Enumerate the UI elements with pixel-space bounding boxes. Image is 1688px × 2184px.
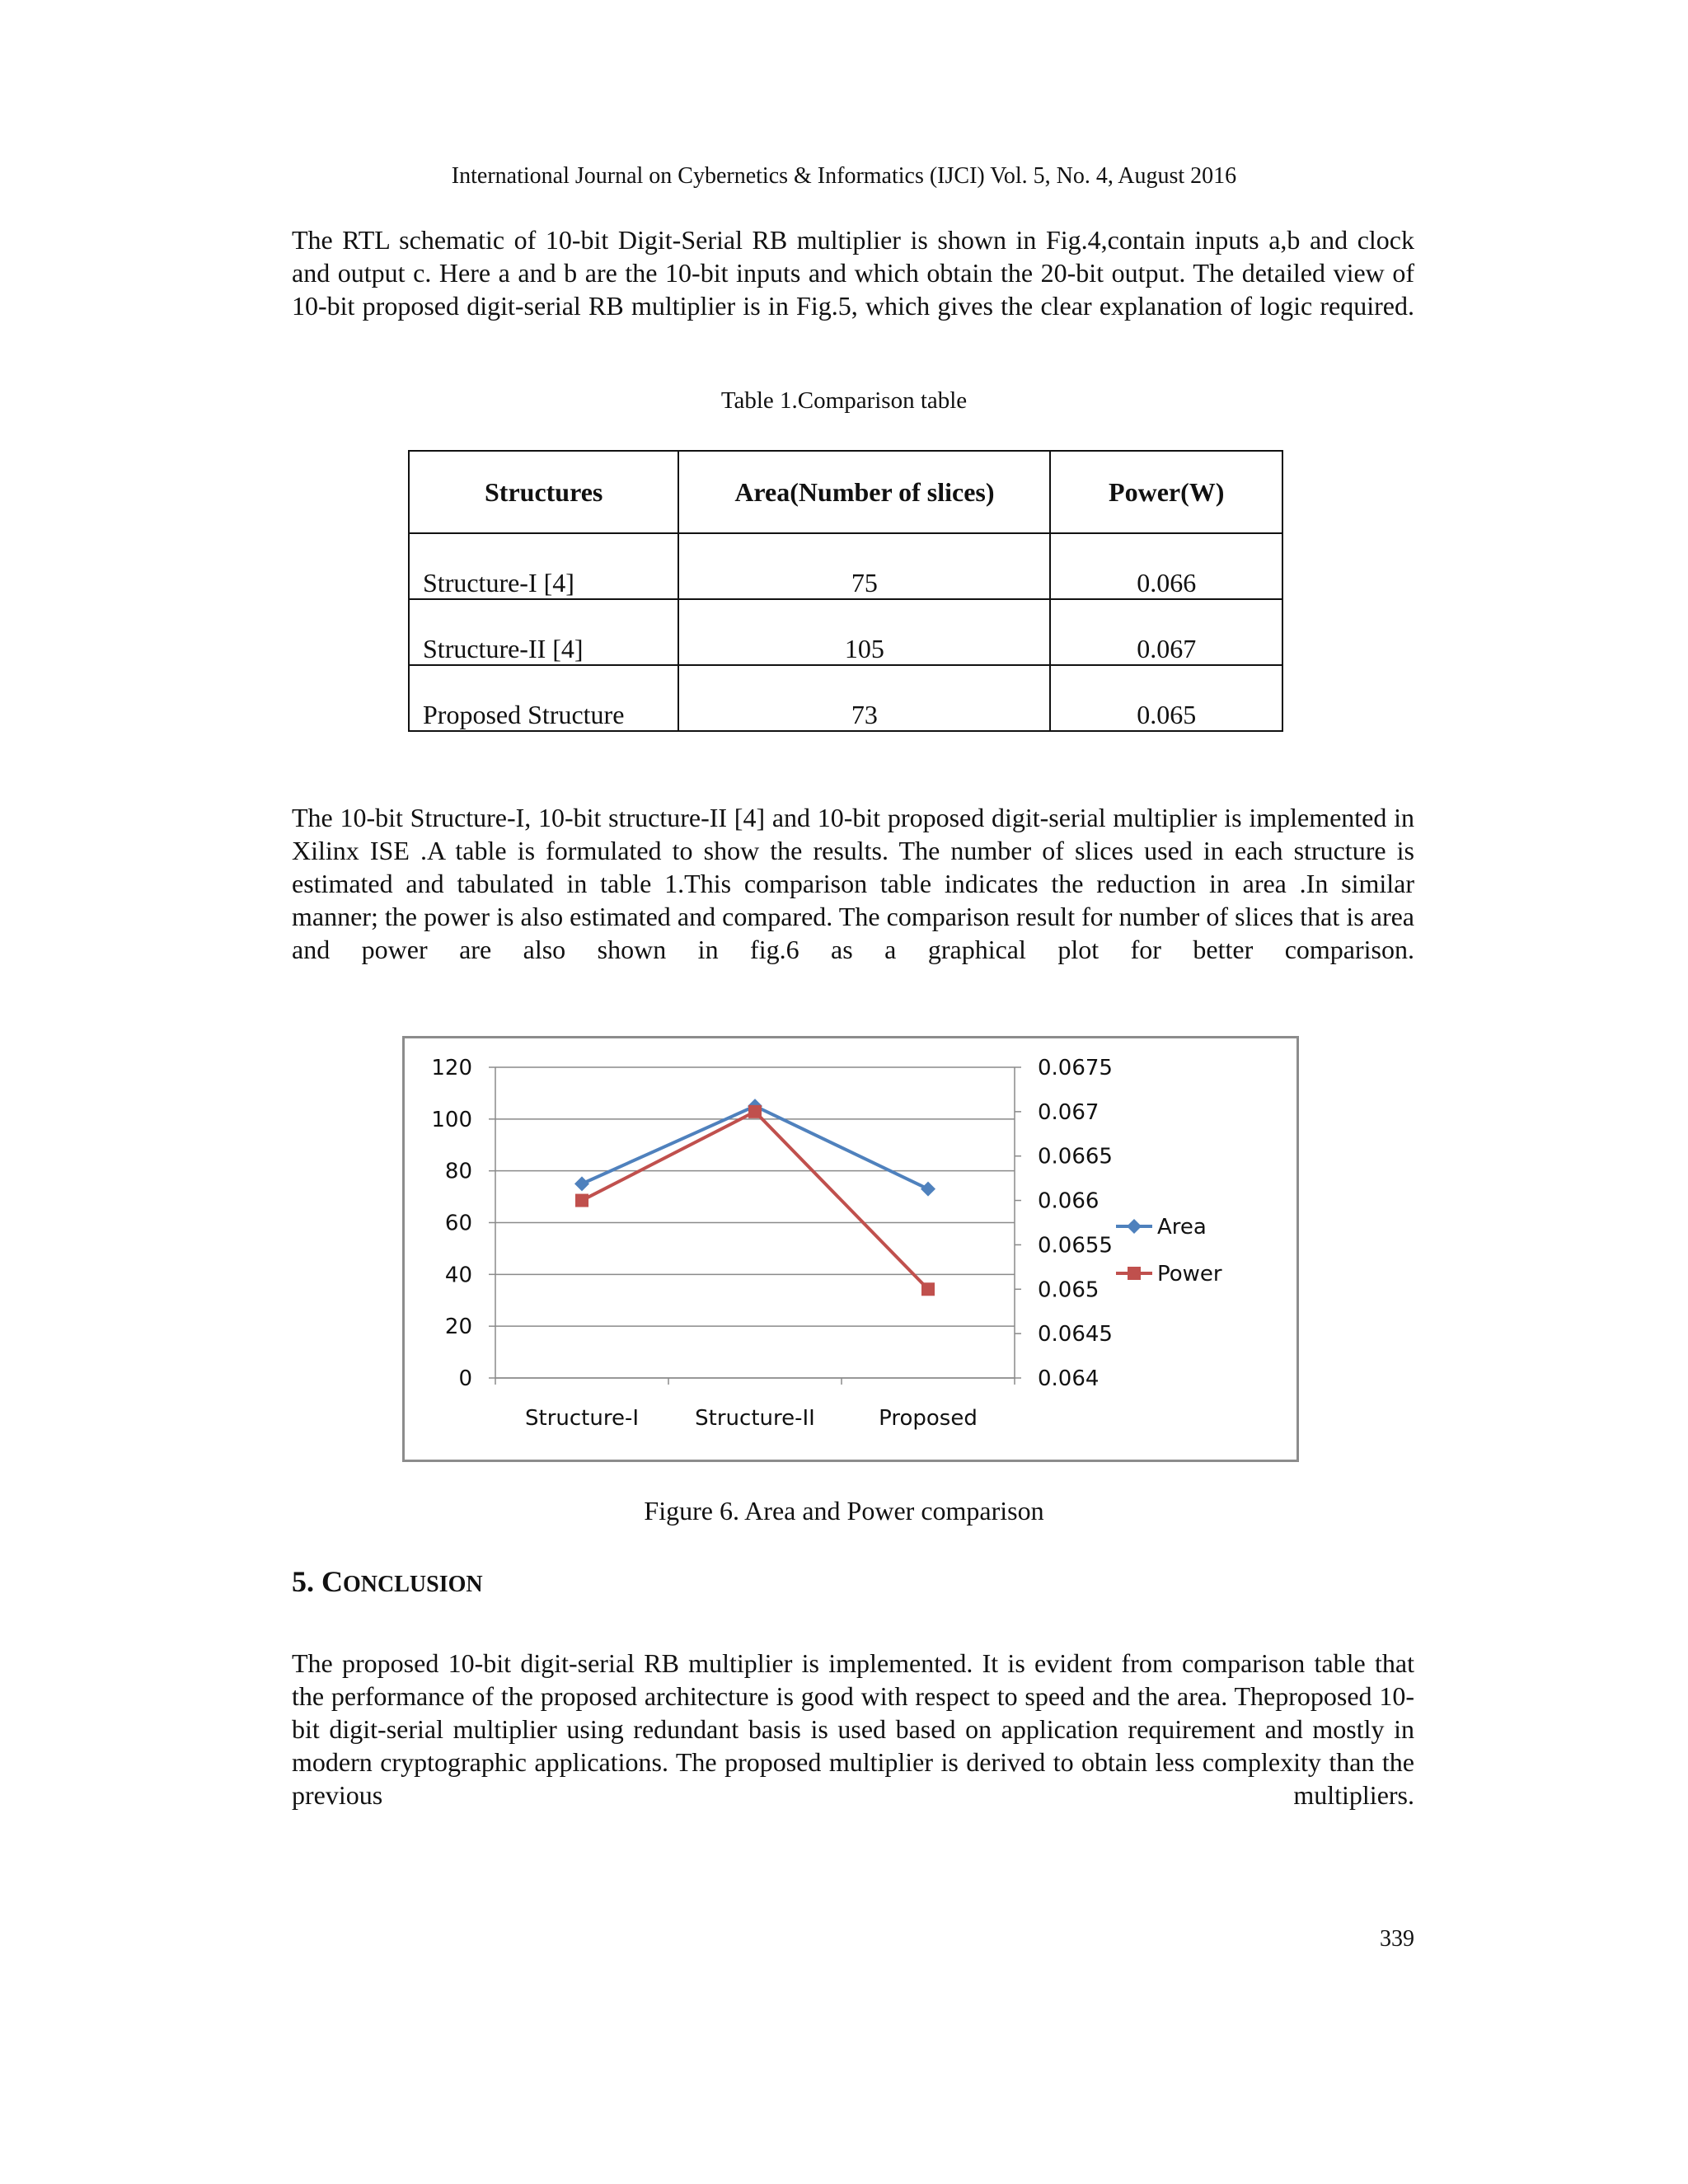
right-axis-tick-label: 0.066 [1038, 1188, 1100, 1214]
table-cell: Proposed Structure [409, 665, 678, 731]
left-axis-tick-label: 40 [444, 1263, 472, 1288]
table-header-row [409, 451, 1282, 533]
right-axis-tick-label: 0.0645 [1038, 1322, 1113, 1347]
right-axis-tick-label: 0.0665 [1038, 1144, 1113, 1169]
page-number: 339 [1380, 1926, 1414, 1952]
intro-paragraph: The RTL schematic of 10-bit Digit-Serial RB multiplier is shown in Fig.4,contain inputs a,b and clock and output c. Here a and b are the 10-bit inputs and which obtain the 20-bit output. The detailed view of 10-bit proposed digit-serial RB multiplier is in Fig.5, which gives the clear explanation of logic required. [292, 225, 1414, 321]
left-axis-tick-label: 100 [431, 1107, 472, 1132]
data-point-power [575, 1194, 588, 1207]
left-axis-tick-label: 20 [444, 1315, 472, 1340]
journal-header: International Journal on Cybernetics & Informatics (IJCI) Vol. 5, No. 4, August 2016 [451, 163, 1237, 189]
figure-caption: Figure 6. Area and Power comparison [644, 1496, 1044, 1526]
table-header-cell: Power(W) [1050, 451, 1282, 533]
comparison-table [408, 450, 1283, 732]
results-paragraph: The 10-bit Structure-I, 10-bit structure-II [4] and 10-bit proposed digit-serial multiplier is implemented in Xilinx ISE .A table is formulated to show the results. The number of slices used in each structure is estimated and tabulated in table 1.This comparison table indicates the reduction in area .In similar manner; the power is also estimated and compared. The comparison result for number of slices that is area and power are also shown in fig.6 as a graphical plot for better comparison. [292, 803, 1414, 964]
data-point-area [921, 1182, 935, 1197]
section-number: 5. [292, 1565, 321, 1598]
right-axis-tick-label: 0.0655 [1038, 1233, 1113, 1258]
left-axis-tick-label: 120 [431, 1056, 472, 1080]
table-row [409, 599, 1282, 665]
table-cell: Structure-II [4] [409, 599, 678, 665]
table-cell: 0.066 [1050, 533, 1282, 599]
right-axis-tick-label: 0.065 [1038, 1277, 1100, 1303]
x-axis-tick-label: Proposed [879, 1406, 978, 1431]
legend-label-area: Area [1157, 1215, 1207, 1240]
table-cell: 105 [678, 599, 1050, 665]
table-cell: 75 [678, 533, 1050, 599]
section-title-initial: C [321, 1565, 343, 1598]
table-caption: Table 1.Comparison table [720, 387, 968, 414]
left-axis-tick-label: 60 [444, 1211, 472, 1236]
right-axis-tick-label: 0.0675 [1038, 1056, 1113, 1080]
x-axis-tick-label: Structure-II [695, 1406, 815, 1431]
section-title-rest: ONCLUSION [343, 1572, 483, 1597]
legend-marker-area [1127, 1219, 1142, 1234]
legend-marker-power [1128, 1267, 1141, 1280]
left-axis-tick-label: 80 [444, 1159, 472, 1184]
series-line-power [582, 1112, 928, 1289]
conclusion-paragraph: The proposed 10-bit digit-serial RB multiplier is implemented. It is evident from comparison table that the performance of the proposed architecture is good with respect to speed and the area. Theproposed 10-bit digit-serial multiplier using redundant basis is used based on application requirement and mostly in modern cryptographic applications. The proposed multiplier is derived to obtain less complexity than the previous multipliers. [292, 1648, 1414, 1810]
data-point-power [921, 1282, 935, 1296]
right-axis-tick-label: 0.067 [1038, 1099, 1100, 1125]
data-point-power [748, 1105, 762, 1118]
table-row [409, 533, 1282, 599]
table-cell: 0.065 [1050, 665, 1282, 731]
section-heading [292, 1564, 483, 1599]
table-row [409, 665, 1282, 731]
data-point-area [574, 1176, 589, 1191]
table-cell: Structure-I [4] [409, 533, 678, 599]
table-cell: 73 [678, 665, 1050, 731]
legend-label-power: Power [1157, 1262, 1222, 1286]
area-power-chart [405, 1038, 1296, 1460]
x-axis-tick-label: Structure-I [525, 1406, 639, 1431]
table-header-cell: Structures [409, 451, 678, 533]
chart-frame [402, 1036, 1299, 1462]
left-axis-tick-label: 0 [458, 1366, 472, 1391]
table-header-cell: Area(Number of slices) [678, 451, 1050, 533]
table-cell: 0.067 [1050, 599, 1282, 665]
right-axis-tick-label: 0.064 [1038, 1366, 1100, 1391]
